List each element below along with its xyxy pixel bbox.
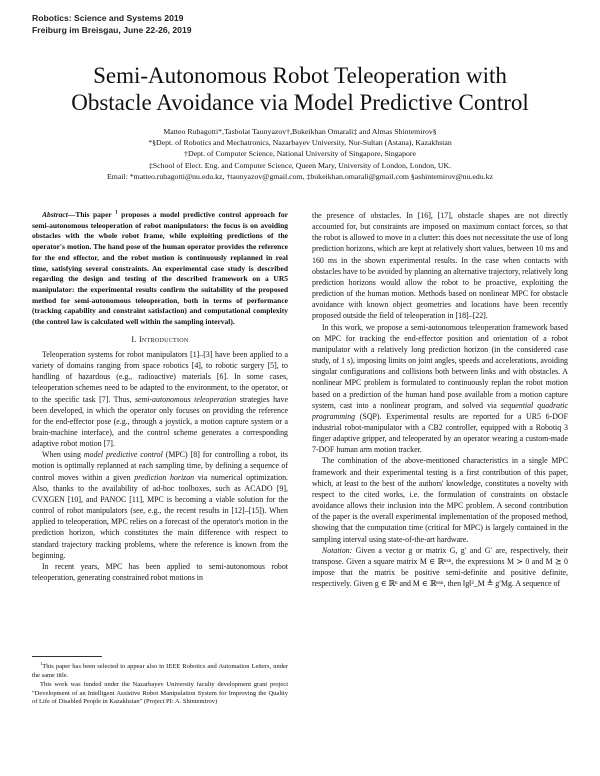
abstract-text: proposes a model predictive control approach for semi-autonomous teleoperation of robot manipulators: the focus is on avoiding obstacles with the whole robot frame, while exploiting predictions of the operator's motion. The hand pose of the human operator provides the reference for the end effector, and the robot motion is continuously replanned in real time, satisfying several constraints. An experimental case study is described regarding the design and testing of the described framework on a UR5 manipulator: the experimental results confirm the suitability of the proposed method for semi-autonomous teleoperation, both in terms of performance (tracking capability and constraint satisfaction) and computational complexity (the control law is calculated well within the sampling interval). <box>32 210 289 327</box>
footnote-2: This work was funded under the Nazarbayev University faculty development grant project "Development of an Intelligent Assistive Robot Manipulation System for Improving the Quality of Life of Disabled People in Kazakhstan" (Project PI: A. Shintemirov) <box>32 681 288 706</box>
notation-paragraph <box>312 545 568 590</box>
abstract <box>32 210 288 328</box>
conference-header <box>32 12 192 36</box>
author-block <box>0 126 600 182</box>
intro-p1-text-b: strategies have been developed, in which the operator only focuses on providing the reference for the end-effector pose (e.g., through a joystick, a motion capture system or a brain-machine interface), and the control scheme generates a corresponding adaptive robot motion [7]. <box>32 394 288 449</box>
footnote-1 <box>32 660 288 680</box>
footnote-rule <box>32 656 102 657</box>
footnote-1-mark: 1 <box>40 660 43 666</box>
intro-p2-text-b: (MPC) [8] for controlling a robot, its motion is optimally replanned at each sampling time, by defining a sequence of control moves within a given <box>32 450 288 482</box>
abstract-lead: —This paper <box>67 210 116 219</box>
intro-p1-emphasis: semi-autonomous teleoperation <box>134 394 237 404</box>
right-paragraph-1: the presence of obstacles. In [16], [17], obstacle shapes are not directly accounted for, but constraints are imposed on maximum contact forces, so that the robot is allowed to move in a clutter: this does not necessitate the use of long prediction horizons, which are kept at relatively short values, between 10 ms and 160 ms in the shown experimental results. In the case when contacts with obstacles have to be avoided by planning an alternative trajectory, relatively long prediction horizons would allow the robot to be proactive, exploiting the prediction of the human motion. Methods based on nonlinear MPC for obstacle avoidance with known object geometries and locations have been recently proposed outside the field of teleoperation in [18]–[22]. <box>312 211 568 321</box>
conference-name: Robotics: Science and Systems 2019 <box>32 13 184 23</box>
intro-paragraph-3: In recent years, MPC has been applied to semi-autonomous robot teleoperation, generating constrained robot motions in <box>32 561 288 583</box>
affiliation-2: †Dept. of Computer Science, National University of Singapore, Singapore <box>184 149 416 159</box>
intro-paragraph-1 <box>32 349 288 449</box>
right-p2-emphasis: sequential quadratic programming <box>312 400 568 421</box>
abstract-label: Abstract <box>42 210 68 219</box>
right-p2-text-a: In this work, we propose a semi-autonomous teleoperation framework based on MPC for tracking the end-effector position and orientation of a robot manipulator with a relatively long prediction horizon (in the considered case study, of 1 s), imposing limits on joint angles, speeds and accelerations, avoiding singular configurations and collisions both between links and with obstacles. A nonlinear MPC problem is formulated to continuously replan the robot motion based on a prediction of the human hand pose available from a motion capture system, cast into a nonlinear program, and solved via <box>312 322 568 410</box>
notation-label: Notation: <box>322 545 353 555</box>
intro-p2-emphasis-1: model predictive control <box>83 450 163 460</box>
right-paragraph-3: The combination of the above-mentioned characteristics in a single MPC framework and their experimental testing is a first contribution of this paper, which, at least to the best of the authors' knowledge, constitutes a novelty with respect to the cited works, i.e. the formulation of constraints on obstacle avoidance allows their inclusion into the MPC problem. A second contribution of the paper is the overall experimental implementation of the proposed method, showing that the computation time (critical for MPC) is largely contained in the sampling interval using state-of-the-art hardware. <box>312 456 568 544</box>
intro-p1-text-a: Teleoperation systems for robot manipulators [1]–[3] have been applied to a variety of domains ranging from space robotics [4], to robotic surgery [5], to handling of hazardous (e.g., radioactive) materials [6]. In some cases, teleoperation schemes need to be adapted to the environment, to the operator, or to the specific task [7]. Thus, <box>32 349 288 404</box>
intro-p2-emphasis-2: prediction horizon <box>134 472 195 482</box>
intro-p2-text-a: When using <box>42 450 84 460</box>
footnote-1-text: This paper has been selected to appear also in IEEE Robotics and Automation Letters, under the same title. <box>32 663 288 679</box>
section-heading-introduction: I. Introduction <box>131 334 189 344</box>
title-line-2: Obstacle Avoidance via Model Predictive Control <box>71 90 529 115</box>
intro-p2-text-c: via numerical optimization. Also, thanks to the availability of ad-hoc toolboxes, such as ACADO [9], CVXGEN [10], and PANOC [11], MPC is becoming a viable solution for the control of robot manipulators (see, e.g., the recent results in [12]–[15]). When applied to teleoperation, MPC relies on a forecast of the operator's motion in the prediction horizon, which constitutes the main difference with respect to standard trajectory tracking problems, where the reference is known from the beginning. <box>32 472 288 560</box>
right-p2-text-b: (SQP). Experimental results are reported for a UR5 6-DOF industrial robot-manipulator with a CB2 controller, equipped with a Robotiq 3 finger adaptive gripper, and teleoperated by an operator wearing a custom-made 7-DOF human arm motion tracker. <box>312 411 568 455</box>
right-paragraph-2 <box>312 322 568 456</box>
abstract-footnote-mark: 1 <box>115 209 118 216</box>
affiliation-1: *§Dept. of Robotics and Mechatronics, Nazarbayev University, Nur-Sultan (Astana), Kazakhstan <box>148 138 452 148</box>
title-line-1: Semi-Autonomous Robot Teleoperation with <box>93 63 507 88</box>
author-emails: Email: *matteo.rubagotti@nu.edu.kz, †taunyazov@gmail.com, ‡bukeikhan.omarali@gmail.com §ashintemirov@nu.edu.kz <box>107 171 493 181</box>
right-column <box>312 210 568 589</box>
left-column <box>32 210 288 583</box>
footnotes <box>32 656 288 708</box>
affiliation-3: ‡School of Elect. Eng. and Computer Science, Queen Mary, University of London, London, UK. <box>148 160 452 170</box>
notation-text: Given a vector g or matrix G, g′ and G′ are, respectively, their transpose. Given a square matrix M ∈ ℝⁿˣⁿ, the expressions M ≻ 0 and M ⪰ 0 impose that the matrix be positive semi-definite and positive definite, respectively. Given g ∈ ℝⁿ and M ∈ ℝⁿˣⁿ, then ‖g‖²_M ≜ g′Mg. A sequence of <box>312 545 568 589</box>
conference-location: Freiburg im Breisgau, June 22-26, 2019 <box>32 25 192 35</box>
paper-title <box>0 62 600 116</box>
author-names: Matteo Rubagotti*,Tasbolat Taunyazov†,Bukeikhan Omarali‡ and Almas Shintemirov§ <box>163 127 437 136</box>
intro-paragraph-2 <box>32 449 288 561</box>
